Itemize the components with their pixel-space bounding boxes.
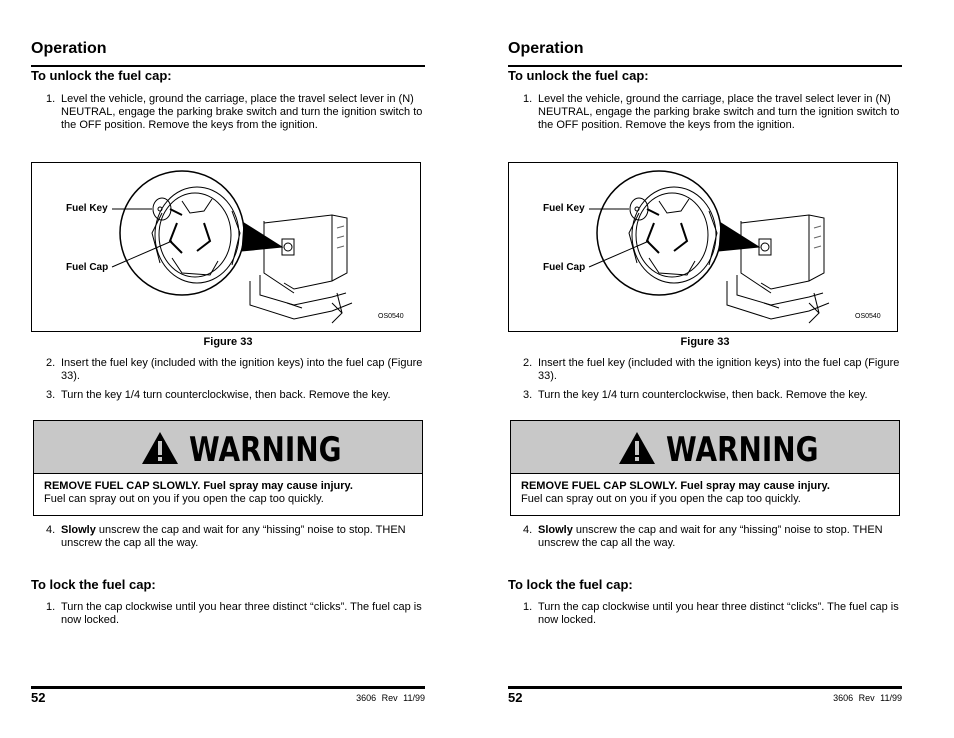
- figure-33-box: [31, 162, 421, 332]
- step-text: unscrew the cap and wait for any “hissing” noise to stop. THEN unscrew the cap all the way.: [538, 524, 883, 549]
- fuel-cap-label: Fuel Cap: [66, 262, 109, 273]
- footer-rule: [508, 686, 902, 689]
- step-3: [523, 389, 902, 402]
- step-number: 3.: [523, 389, 533, 401]
- warning-bold-line: REMOVE FUEL CAP SLOWLY. Fuel spray may cause injury.: [521, 480, 830, 492]
- step-text: Turn the cap clockwise until you hear three distinct “clicks”. The fuel cap is now locked.: [538, 601, 899, 626]
- step-number: 3.: [46, 389, 56, 401]
- step-1-lock: [46, 601, 425, 627]
- warning-box: [33, 420, 423, 516]
- section-title: Operation: [508, 40, 584, 57]
- footer-rule: [31, 686, 425, 689]
- header-rule: [31, 65, 425, 67]
- step-3: [46, 389, 425, 402]
- step-number: 2.: [523, 357, 533, 369]
- fuel-cap-label: Fuel Cap: [543, 262, 586, 273]
- step-number: 2.: [46, 357, 56, 369]
- step-number: 1.: [523, 601, 533, 613]
- step-number: 1.: [46, 93, 56, 105]
- section-title: Operation: [31, 40, 107, 57]
- doc-revision: 3606 Rev 11/99: [356, 693, 425, 703]
- warning-word: WARNING: [666, 430, 819, 470]
- step-2: [523, 357, 902, 383]
- fuel-key-label: Fuel Key: [543, 203, 585, 214]
- step-number: 1.: [46, 601, 56, 613]
- warning-bold-line: REMOVE FUEL CAP SLOWLY. Fuel spray may cause injury.: [44, 480, 353, 492]
- header-rule: [508, 65, 902, 67]
- step-emphasis: Slowly: [61, 524, 96, 536]
- step-text: Turn the cap clockwise until you hear three distinct “clicks”. The fuel cap is now locked.: [61, 601, 422, 626]
- figure-code: OS0540: [855, 313, 881, 320]
- step-2: [46, 357, 425, 383]
- figure-caption: Figure 33: [203, 336, 253, 348]
- fuel-key-label: Fuel Key: [66, 203, 108, 214]
- warning-box: [510, 420, 900, 516]
- step-emphasis: Slowly: [538, 524, 573, 536]
- fuel-cap-illustration: [509, 163, 897, 331]
- step-number: 1.: [523, 93, 533, 105]
- step-text: unscrew the cap and wait for any “hissing” noise to stop. THEN unscrew the cap all the way.: [61, 524, 406, 549]
- step-number: 4.: [523, 524, 533, 536]
- step-4: [46, 524, 425, 550]
- lock-heading: To lock the fuel cap:: [508, 577, 633, 592]
- step-text: Insert the fuel key (included with the ignition keys) into the fuel cap (Figure 33).: [61, 357, 423, 382]
- warning-word: WARNING: [189, 430, 342, 470]
- figure-code: OS0540: [378, 313, 404, 320]
- step-text: Insert the fuel key (included with the ignition keys) into the fuel cap (Figure 33).: [538, 357, 900, 382]
- step-1-lock: [523, 601, 902, 627]
- warning-header: [34, 421, 422, 474]
- manual-page-right: [508, 0, 902, 738]
- step-text: Level the vehicle, ground the carriage, place the travel select lever in (N) NEUTRAL, engage the parking brake switch and turn the ignition switch to the OFF position. Remove the keys from the ignition.: [538, 93, 900, 131]
- step-4: [523, 524, 902, 550]
- warning-text: Fuel can spray out on you if you open the cap too quickly.: [521, 493, 801, 505]
- unlock-heading: To unlock the fuel cap:: [31, 68, 172, 83]
- step-1-unlock: [523, 93, 902, 132]
- figure-caption: Figure 33: [680, 336, 730, 348]
- warning-header: [511, 421, 899, 474]
- warning-text: Fuel can spray out on you if you open the cap too quickly.: [44, 493, 324, 505]
- doc-revision: 3606 Rev 11/99: [833, 693, 902, 703]
- step-text: Turn the key 1/4 turn counterclockwise, then back. Remove the key.: [538, 389, 868, 401]
- warning-triangle-icon: [618, 431, 656, 465]
- step-1-unlock: [46, 93, 425, 132]
- manual-page-left: [31, 0, 425, 738]
- fuel-cap-illustration: [32, 163, 420, 331]
- page-number: 52: [508, 690, 523, 705]
- warning-triangle-icon: [141, 431, 179, 465]
- figure-33-box: [508, 162, 898, 332]
- unlock-heading: To unlock the fuel cap:: [508, 68, 649, 83]
- step-number: 4.: [46, 524, 56, 536]
- step-text: Turn the key 1/4 turn counterclockwise, then back. Remove the key.: [61, 389, 391, 401]
- lock-heading: To lock the fuel cap:: [31, 577, 156, 592]
- page-number: 52: [31, 690, 46, 705]
- step-text: Level the vehicle, ground the carriage, place the travel select lever in (N) NEUTRAL, engage the parking brake switch and turn the ignition switch to the OFF position. Remove the keys from the ignition.: [61, 93, 423, 131]
